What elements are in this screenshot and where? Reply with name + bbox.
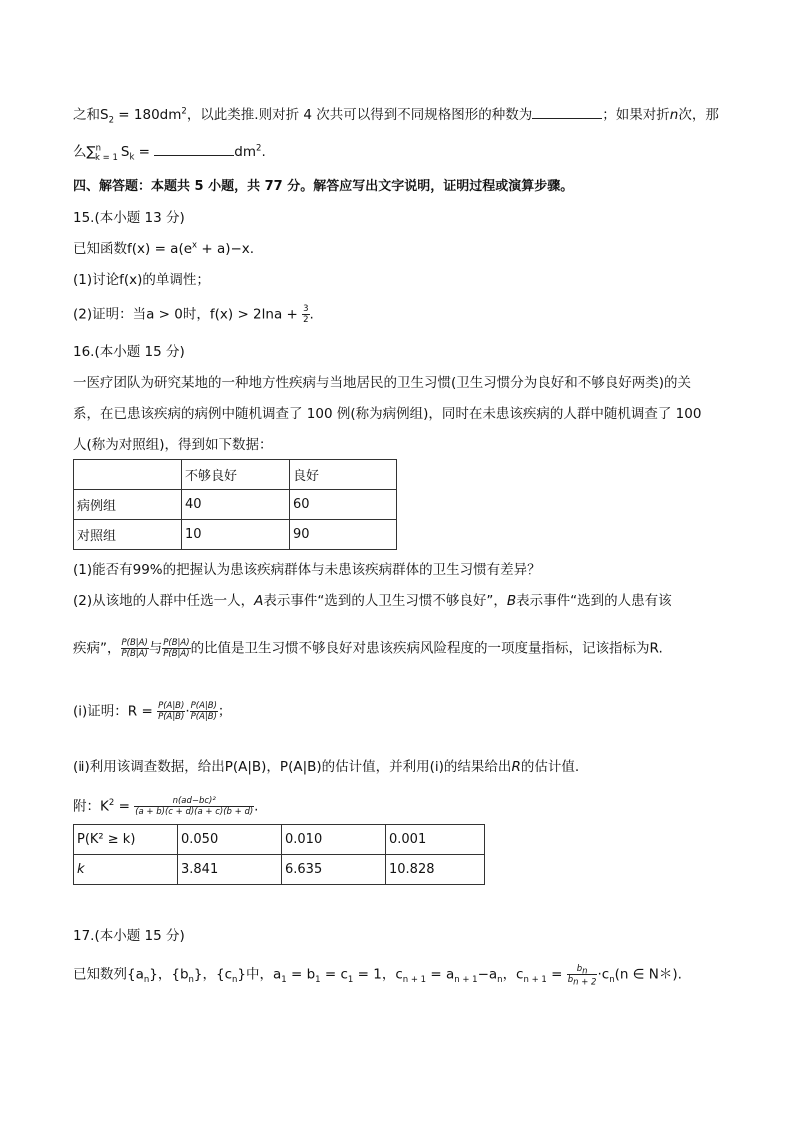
table-cell: k — [74, 855, 178, 885]
table-cell: 不够良好 — [182, 460, 290, 490]
table-row — [74, 855, 485, 885]
table-row — [74, 520, 397, 550]
table-cell: 10 — [182, 520, 290, 550]
text-line-1: 之和$S_2 = 180dm^2$，以此类推.则对折 4 次共可以得到不同规格图形的种数为 ；如果对折n次，那 — [73, 104, 719, 124]
table-cell: 0.001 — [386, 825, 485, 855]
answer-blank-1[interactable] — [532, 104, 602, 119]
q15-header: 15.(本小题 13 分) — [73, 210, 185, 226]
text-line-2: 么∑$^n_{k = 1}$ $S_k = dm^2$. — [73, 141, 266, 161]
table-cell: 6.635 — [282, 855, 386, 885]
table-cell: 3.841 — [178, 855, 282, 885]
q16-part2-line1: (2)从该地的人群中任选一人，A表示事件“选到的人卫生习惯不够良好”，B表示事件“选到的人患有该 — [73, 593, 672, 609]
section-heading: 四、解答题：本题共 5 小题，共 77 分。解答应写出文字说明，证明过程或演算步骤。 — [73, 179, 574, 194]
critical-value-table — [73, 824, 485, 885]
table-cell: 90 — [290, 520, 397, 550]
table-cell: 对照组 — [74, 520, 182, 550]
q16-part2-line2: 疾病”， $\frac{P(B|A)}{P(B|A)}$ 与 $\frac{P(B|A)}{P(B|A)}$ 的比值是卫生习惯不够良好对患该疾病风险程度的一项度量指标，记该指标为R. — [73, 638, 663, 659]
table-cell: 病例组 — [74, 490, 182, 520]
table-row — [74, 490, 397, 520]
q16-stem-line-1: 一医疗团队为研究某地的一种地方性疾病与当地居民的卫生习惯(卫生习惯分为良好和不够良好两类)的关 — [73, 375, 692, 391]
q15-part1: (1)讨论f(x)的单调性； — [73, 272, 210, 288]
q16-part2-i: (ⅰ)证明：R = $\frac{P(A|B)}{P(A|B)}$ · $\frac{P(A|B)}{P(A|B)}$ ； — [73, 701, 232, 722]
table-cell: 40 — [182, 490, 290, 520]
q17-header: 17.(本小题 15 分) — [73, 928, 185, 944]
table-row — [74, 460, 397, 490]
survey-table — [73, 459, 397, 550]
table-cell: 0.010 — [282, 825, 386, 855]
table-cell: P(K² ≥ k) — [74, 825, 178, 855]
answer-blank-2[interactable] — [154, 141, 234, 156]
q17-stem: 已知数列$\{a_n\}$，$\{b_n\}$，$\{c_n\}$中，$a_1 = b_1 = c_1 = 1$，$c_{n + 1} = a_{n + 1}-a_n$，$c_{n + 1}$ = $\frac{b_n}{b_{n + 2}}$ $\cdot c_n(n$ ∈ N＊). — [73, 964, 682, 988]
table-cell: 良好 — [290, 460, 397, 490]
q15-part2: (2)证明：当a > 0时，f(x) > 2lna + $\frac{3}{2}$ . — [73, 304, 314, 325]
q16-part2-ii: (ⅱ)利用该调查数据，给出P(A|B)，P(A|B)的估计值，并利用(ⅰ)的结果给出R的估计值. — [73, 759, 580, 775]
table-cell: 0.050 — [178, 825, 282, 855]
q16-stem-line-2: 系，在已患该疾病的病例中随机调查了 100 例(称为病例组)，同时在未患该疾病的人群中随机调查了 100 — [73, 406, 702, 422]
q16-stem-line-3: 人(称为对照组)，得到如下数据： — [73, 437, 273, 453]
table-cell: 10.828 — [386, 855, 485, 885]
q15-stem: 已知函数$f(x) = a(e^x + a)-x$. — [73, 240, 255, 257]
table-row — [74, 825, 485, 855]
q16-appendix-formula: 附：$K^2$ = $\frac{\text{n(ad−bc)²}}{(a + b)(c + d)(a + c)(b + d)}$ . — [73, 796, 259, 817]
table-cell — [74, 460, 182, 490]
q16-header: 16.(本小题 15 分) — [73, 344, 185, 360]
q16-part1: (1)能否有99%的把握认为患该疾病群体与未患该疾病群体的卫生习惯有差异？ — [73, 562, 541, 578]
table-cell: 60 — [290, 490, 397, 520]
